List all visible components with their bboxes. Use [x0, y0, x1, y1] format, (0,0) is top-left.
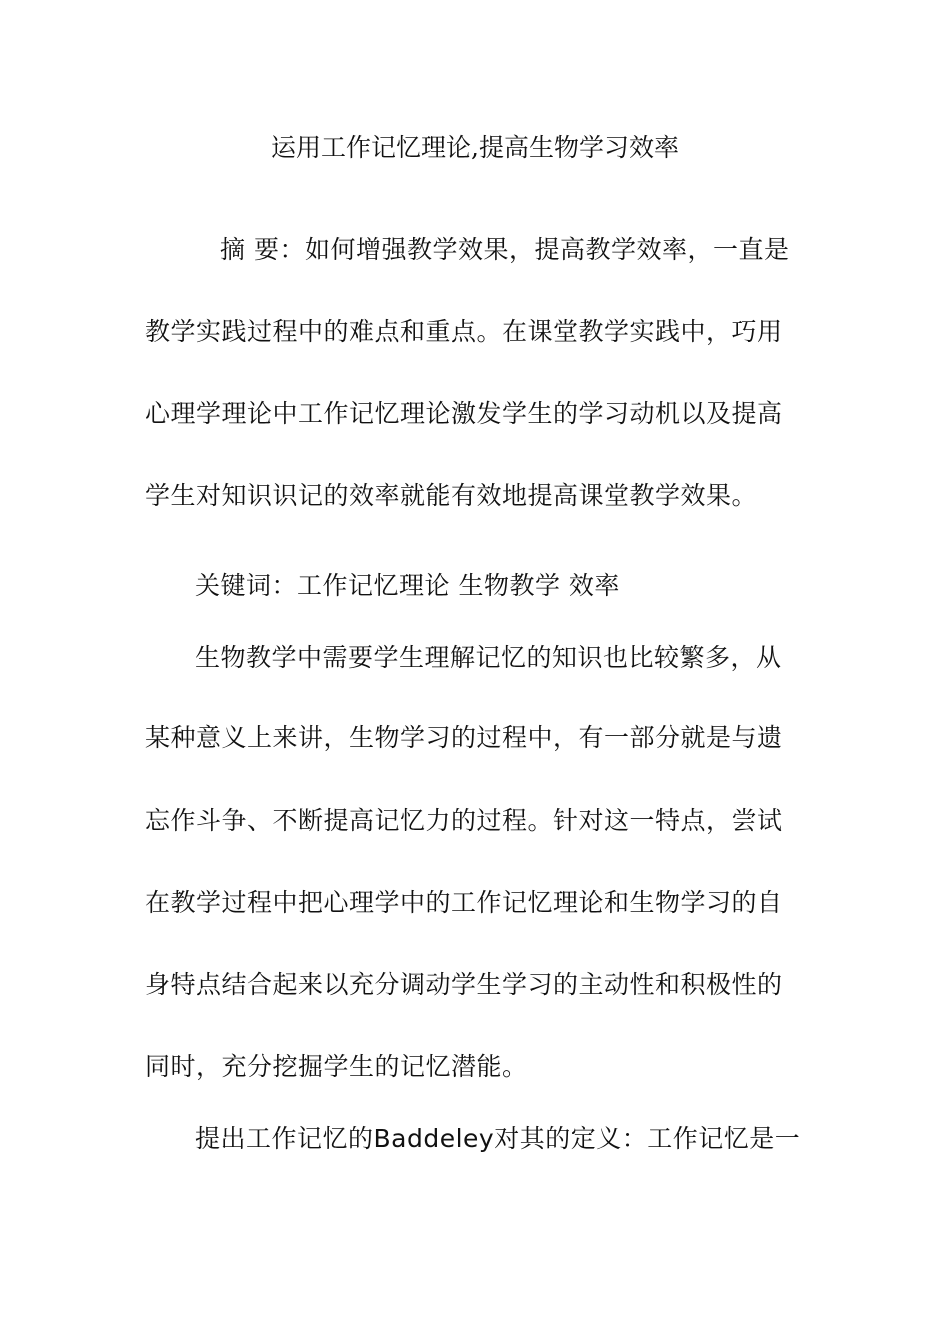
document-title: 运用工作记忆理论,提高生物学习效率	[271, 133, 679, 162]
abstract-text: 如何增强教学效果，提高教学效率，一直是	[304, 235, 790, 264]
paragraph1-line-4: 在教学过程中把心理学中的工作记忆理论和生物学习的自	[145, 888, 783, 917]
abstract-line-1	[220, 232, 789, 268]
paragraph1-line-1: 生物教学中需要学生理解记忆的知识也比较繁多，从	[195, 643, 782, 672]
abstract-line-3: 心理学理论中工作记忆理论激发学生的学习动机以及提高	[145, 399, 783, 428]
paragraph1-line-5: 身特点结合起来以充分调动学生学习的主动性和积极性的	[145, 970, 783, 999]
paragraph1-line-6: 同时，充分挖掘学生的记忆潜能。	[145, 1052, 528, 1081]
abstract-line-4: 学生对知识识记的效率就能有效地提高课堂教学效果。	[145, 481, 758, 510]
paragraph1-line-3: 忘作斗争、不断提高记忆力的过程。针对这一特点，尝试	[145, 806, 783, 835]
keywords-line: 关键词：工作记忆理论 生物教学 效率	[195, 571, 620, 600]
paragraph1-line-2: 某种意义上来讲，生物学习的过程中，有一部分就是与遗	[145, 723, 783, 752]
abstract-line-2: 教学实践过程中的难点和重点。在课堂教学实践中，巧用	[145, 317, 783, 346]
paragraph2-line-1: 提出工作记忆的Baddeley对其的定义：工作记忆是一	[195, 1124, 801, 1153]
abstract-label: 摘 要：	[220, 235, 305, 264]
